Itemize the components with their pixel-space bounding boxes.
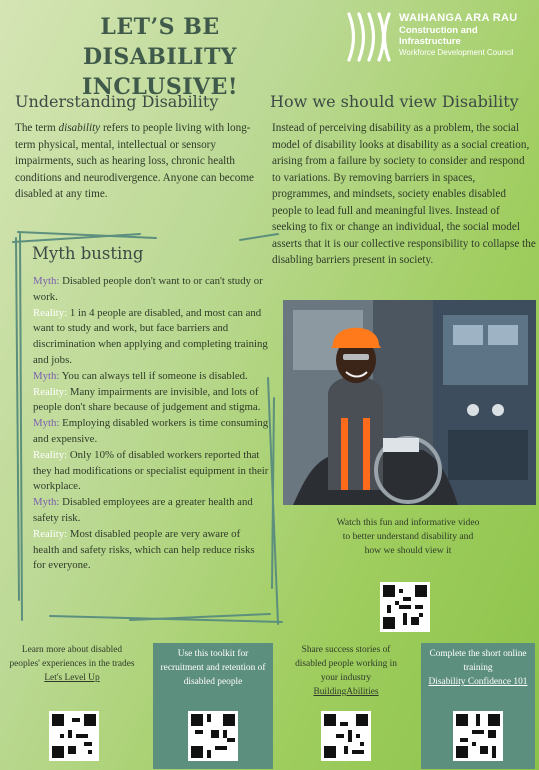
- building-abilities-qr-code[interactable]: [321, 711, 371, 761]
- reality-label: Reality:: [33, 306, 68, 319]
- logo-line-4: Workforce Development Council: [399, 48, 514, 57]
- logo-line-2: Construction and: [399, 25, 478, 36]
- myth-list: [33, 274, 269, 574]
- card-level-up: [4, 643, 140, 769]
- title-line-2: INCLUSIVE!: [81, 74, 239, 100]
- card-confidence-training[interactable]: [421, 643, 535, 769]
- myth-item: Myth: Disabled employees are a greater health and safety risk.: [33, 496, 253, 524]
- toolkit-qr-code[interactable]: [188, 711, 238, 761]
- building-abilities-link[interactable]: BuildingAbilities: [313, 687, 379, 697]
- reality-item: Reality: 1 in 4 people are disabled, and most can and want to study and work, but face barriers and discrimination when applying and completing training and jobs.: [33, 306, 268, 366]
- view-heading: How we should view Disability: [270, 92, 519, 111]
- disability-term: disability: [58, 122, 101, 134]
- video-qr-code[interactable]: [380, 582, 430, 632]
- myth-label: Myth:: [33, 496, 60, 509]
- qr-code-icon: [456, 714, 500, 758]
- card-text: Share success stories of disabled people working in your industry: [295, 645, 397, 683]
- view-text: Instead of perceiving disability as a problem, the social model of disability looks at disability as a social creation, arising from a failure by society to consider and respond to variations. By removing barriers in spaces, programmes, and mindsets, society enables disabled people to lead full and meaningful lives. Instead of seeking to fix or change an individual, the social model asserts that it is our collective responsibility to collapse the disabling barriers present in society.: [272, 122, 536, 266]
- video-description: Watch this fun and informative video to better understand disability and how we should view it: [336, 517, 480, 556]
- reality-item: Reality: Most disabled people are very aware of health and safety risks, which can help reduce risks for everyone.: [33, 527, 255, 572]
- training-qr-code[interactable]: [453, 711, 503, 761]
- understanding-text: The term disability refers to people living with long-term physical, mental, intellectual or sensory impairments, such as hearing loss, chronic health conditions and neurodivergence. Anyone can become disabled at any time.: [15, 122, 255, 200]
- myth-heading: Myth busting: [32, 244, 144, 263]
- myth-label: Myth:: [33, 275, 60, 287]
- disability-confidence-link[interactable]: Disability Confidence 101: [428, 677, 528, 687]
- qr-code-icon: [52, 714, 96, 758]
- myth-label: Myth:: [33, 417, 60, 430]
- reality-item: Reality: Only 10% of disabled workers reported that they had modifications or specialist equipment in their workplace.: [33, 448, 269, 493]
- reality-label: Reality:: [33, 527, 68, 540]
- organisation-logo: [345, 10, 535, 66]
- woven-logo-icon: [345, 10, 395, 62]
- logo-line-3: Infrastructure: [399, 36, 461, 47]
- qr-code-icon: [191, 714, 235, 758]
- myth-item: Myth: Employing disabled workers is time consuming and expensive.: [33, 417, 269, 445]
- level-up-qr-code[interactable]: [49, 711, 99, 761]
- reality-item: Reality: Many impairments are invisible, and lots of people don't share because of judgement and stigma.: [33, 385, 261, 414]
- card-text: Complete the short online training: [429, 649, 527, 673]
- card-text: Use this toolkit for recruitment and retention of disabled people: [160, 649, 266, 687]
- qr-code-icon: [383, 585, 427, 629]
- card-toolkit[interactable]: [153, 643, 273, 769]
- poster-title: [40, 12, 280, 102]
- title-line-1: LET’S BE DISABILITY: [82, 14, 238, 70]
- worker-wheelchair-image: [283, 300, 536, 505]
- card-text: Learn more about disabled peoples' experiences in the trades: [9, 645, 135, 669]
- lets-level-up-link[interactable]: Let's Level Up: [44, 673, 100, 683]
- reality-label: Reality:: [33, 448, 68, 461]
- qr-code-icon: [324, 714, 368, 758]
- understanding-heading: Understanding Disability: [15, 92, 219, 111]
- logo-name: WAIHANGA ARA RAU: [399, 12, 518, 24]
- myth-item: Myth: You can always tell if someone is disabled.: [33, 369, 248, 382]
- card-building-abilities: [283, 643, 409, 769]
- myth-label: Myth:: [33, 369, 60, 382]
- reality-label: Reality:: [33, 385, 68, 398]
- myth-item: Myth: Disabled people don't want to or can't study or work.: [33, 275, 263, 303]
- worker-photo: [283, 300, 536, 505]
